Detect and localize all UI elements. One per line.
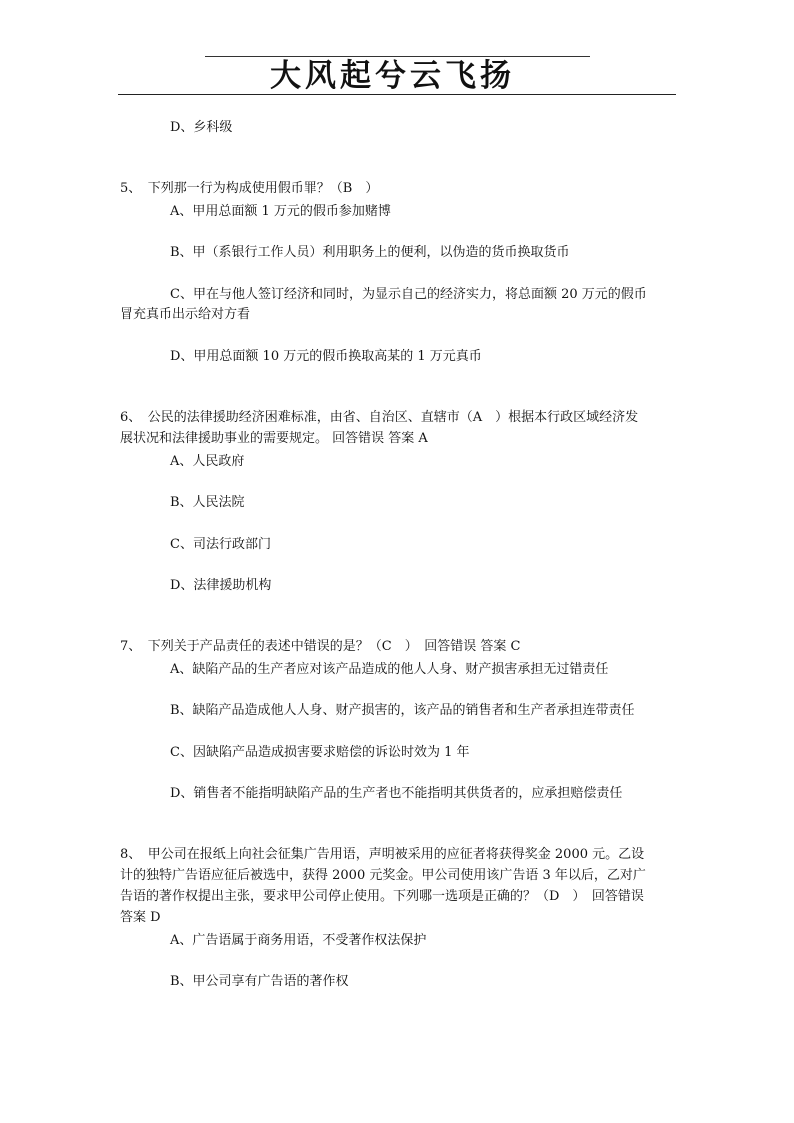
q5-option-d: D、甲用总面额 10 万元的假币换取高某的 1 万元真币 — [170, 349, 482, 364]
q8-question-line2: 计的独特广告语应征后被选中，获得 2000 元奖金。甲公司使用该广告语 3 年以后，乙对广 — [120, 868, 646, 883]
q7-option-a: A、缺陷产品的生产者应对该产品造成的他人人身、财产损害承担无过错责任 — [170, 662, 609, 677]
q6-question-line1: 6、 公民的法律援助经济困难标准，由省、自治区、直辖市（A ）根据本行政区域经济发 — [120, 410, 639, 425]
q4-option-d: D、乡科级 — [170, 120, 233, 135]
q5-option-a: A、甲用总面额 1 万元的假币参加赌博 — [170, 204, 391, 219]
q7-option-c: C、因缺陷产品造成损害要求赔偿的诉讼时效为 1 年 — [170, 745, 470, 760]
header-title: 大风起兮云飞扬 — [270, 58, 515, 94]
q5-option-c-line2: 冒充真币出示给对方看 — [120, 307, 251, 322]
q8-option-a: A、广告语属于商务用语，不受著作权法保护 — [170, 933, 427, 948]
q5-option-b: B、甲（系银行工作人员）利用职务上的便利，以伪造的货币换取货币 — [170, 245, 570, 260]
q7-option-b: B、缺陷产品造成他人人身、财产损害的，该产品的销售者和生产者承担连带责任 — [170, 703, 635, 718]
q7-option-d: D、销售者不能指明缺陷产品的生产者也不能指明其供货者的，应承担赔偿责任 — [170, 786, 623, 801]
q5-option-c-line1: C、甲在与他人签订经济和同时，为显示自己的经济实力，将总面额 20 万元的假币 — [170, 287, 647, 302]
q6-option-c: C、司法行政部门 — [170, 537, 271, 552]
header-bottom-rule — [118, 94, 676, 95]
q5-question: 5、 下列那一行为构成使用假币罪？（B ） — [120, 181, 379, 196]
q6-option-d: D、法律援助机构 — [170, 578, 272, 593]
q6-option-a: A、人民政府 — [170, 454, 245, 469]
header-top-rule — [205, 56, 590, 57]
q8-question-line4: 答案 D — [120, 910, 161, 925]
q8-question-line1: 8、 甲公司在报纸上向社会征集广告用语，声明被采用的应征者将获得奖金 2000 元。乙设 — [120, 847, 645, 862]
page-header — [0, 0, 794, 100]
q8-question-line3: 告语的著作权提出主张，要求甲公司停止使用。下列哪一选项是正确的？（D ） 回答错误 — [120, 889, 644, 904]
q8-option-b: B、甲公司享有广告语的著作权 — [170, 974, 349, 989]
q6-question-line2: 展状况和法律援助事业的需要规定。 回答错误 答案 A — [120, 431, 428, 446]
q6-option-b: B、人民法院 — [170, 495, 245, 510]
q7-question: 7、 下列关于产品责任的表述中错误的是？（C ） 回答错误 答案 C — [120, 639, 521, 654]
